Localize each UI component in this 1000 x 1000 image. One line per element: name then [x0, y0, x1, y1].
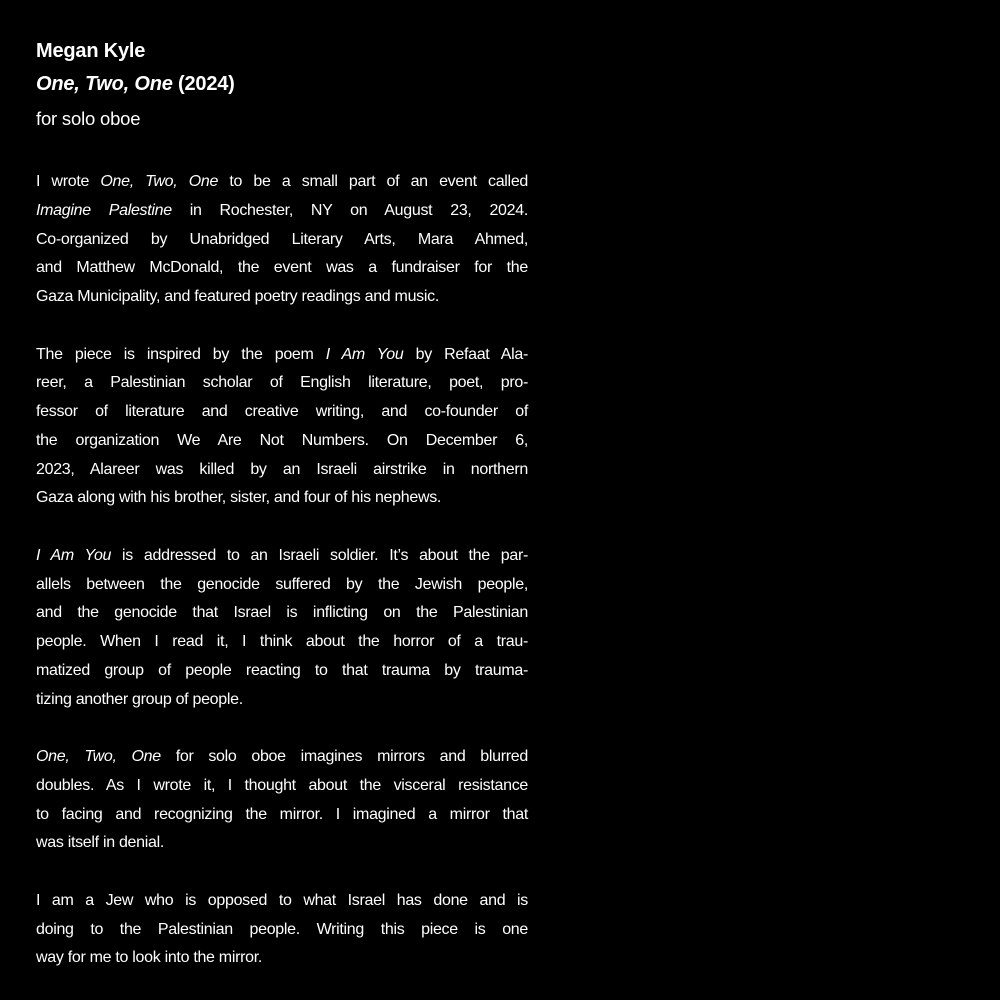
work-title-line	[36, 66, 528, 102]
text-segment: to facing and recognizing the mirror. I imagined a mirror that	[36, 805, 528, 823]
text-segment: matized group of people reacting to that trauma by trauma-	[36, 661, 528, 679]
text-segment: is addressed to an Israeli soldier. It’s about the par-	[111, 546, 529, 564]
paragraph	[36, 341, 528, 514]
text-line	[36, 743, 528, 772]
text-line	[36, 887, 528, 916]
text-segment: reer, a Palestinian scholar of English literature, poet, pro-	[36, 374, 528, 392]
text-line	[36, 341, 528, 370]
text-line	[36, 944, 528, 973]
text-segment: I wrote	[36, 173, 101, 190]
italic-title-text: One, Two, One	[100, 173, 219, 190]
italic-title-text: I Am You	[36, 546, 112, 564]
text-line	[36, 801, 528, 830]
work-title: One, Two, One	[36, 73, 173, 95]
text-segment: tizing another group of people.	[36, 690, 243, 708]
text-segment: and the genocide that Israel is inflicting on the Palestinian	[36, 604, 528, 622]
text-line	[36, 226, 528, 255]
text-line	[36, 283, 528, 312]
text-segment: the organization We Are Not Numbers. On December 6,	[36, 431, 528, 449]
text-segment: The piece is inspired by the poem	[36, 345, 326, 363]
text-segment: for solo oboe imagines mirrors and blurred	[160, 748, 528, 765]
text-line	[36, 916, 528, 945]
text-segment: Gaza along with his brother, sister, and four of his nephews.	[36, 489, 442, 507]
text-segment: Gaza Municipality, and featured poetry readings and music.	[36, 288, 439, 305]
instrumentation: for solo oboe	[36, 108, 141, 129]
text-segment: way for me to look into the mirror.	[36, 949, 263, 967]
text-line	[36, 398, 528, 427]
paragraph	[36, 168, 528, 312]
program-note-header	[36, 36, 528, 136]
text-line	[36, 168, 528, 197]
text-segment: by Refaat Ala-	[403, 345, 529, 363]
text-line	[36, 427, 528, 456]
composer-name: Megan Kyle	[36, 40, 146, 62]
text-segment: I am a Jew who is opposed to what Israel has done and is	[36, 891, 528, 909]
text-line	[36, 628, 528, 657]
text-segment: doing to the Palestinian people. Writing this piece is one	[36, 920, 528, 938]
paragraph	[36, 887, 528, 973]
text-line	[36, 599, 528, 628]
text-line	[36, 254, 528, 283]
program-note-body	[36, 168, 528, 973]
text-segment: Co-organized by Unabridged Literary Arts, Mara Ahmed,	[36, 230, 528, 248]
text-segment: to be a small part of an event called	[218, 173, 529, 190]
text-line	[36, 829, 528, 858]
paragraph	[36, 743, 528, 858]
italic-title-text: I Am You	[325, 345, 404, 363]
text-segment: in Rochester, NY on August 23, 2024.	[171, 201, 528, 219]
italic-title-text: One, Two, One	[36, 748, 161, 765]
italic-title-text: Imagine Palestine	[36, 201, 172, 219]
text-segment: and Matthew McDonald, the event was a fundraiser for the	[36, 259, 528, 277]
text-segment: people. When I read it, I think about the horror of a trau-	[36, 633, 528, 650]
text-line	[36, 686, 528, 715]
text-segment: was itself in denial.	[36, 834, 164, 852]
text-line	[36, 456, 528, 485]
paragraph	[36, 542, 528, 715]
text-line	[36, 657, 528, 686]
text-line	[36, 772, 528, 801]
text-line	[36, 542, 528, 571]
work-year: (2024)	[178, 73, 235, 95]
text-line	[36, 571, 528, 600]
text-line	[36, 484, 528, 513]
text-segment: allels between the genocide suffered by the Jewish people,	[36, 575, 528, 593]
text-line	[36, 197, 528, 226]
text-segment: fessor of literature and creative writing, and co-founder of	[36, 403, 528, 420]
text-segment: doubles. As I wrote it, I thought about the visceral resistance	[36, 776, 528, 794]
text-line	[36, 369, 528, 398]
text-segment: 2023, Alareer was killed by an Israeli airstrike in northern	[36, 460, 528, 478]
